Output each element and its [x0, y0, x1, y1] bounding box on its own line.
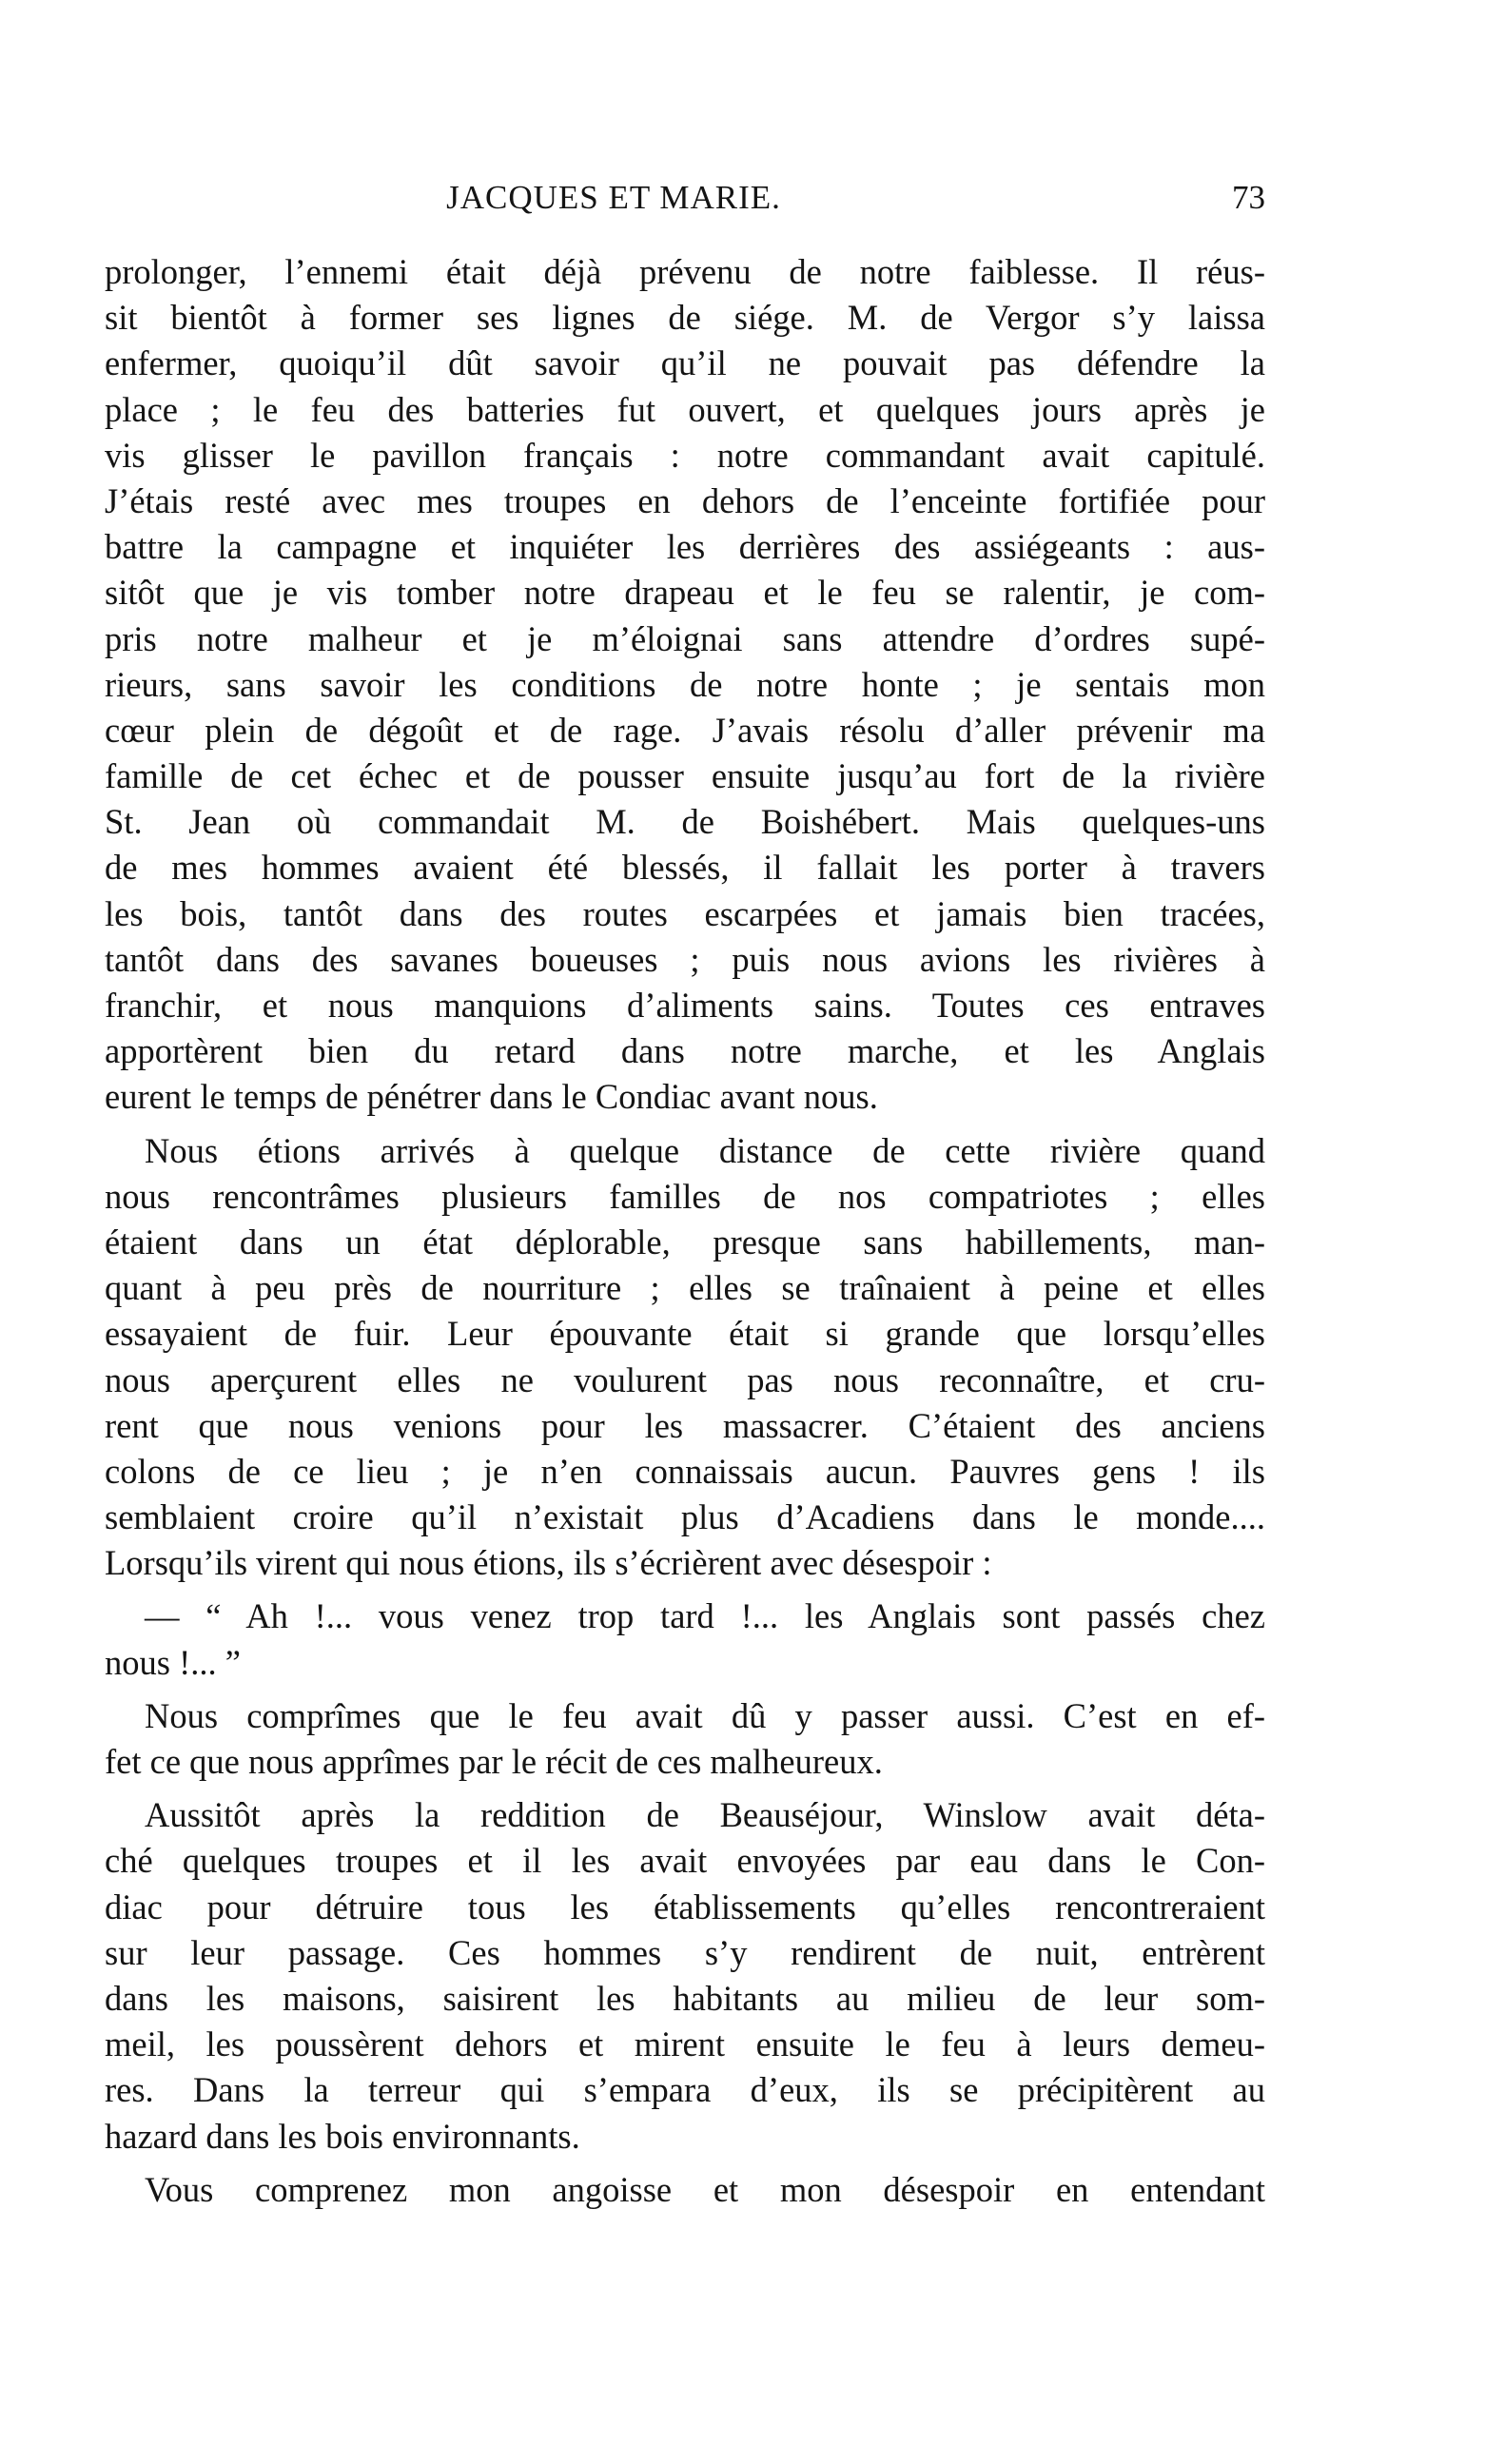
text-line: quant à peu près de nourriture ; elles se traînaient à peine et elles: [105, 1268, 1265, 1308]
page-header: [105, 169, 1265, 226]
text-line: apportèrent bien du retard dans notre marche, et les Anglais: [105, 1031, 1265, 1071]
text-line: franchir, et nous manquions d’aliments sains. Toutes ces entraves: [105, 986, 1265, 1025]
text-line: sitôt que je vis tomber notre drapeau et le feu se ralentir, je com-: [105, 573, 1265, 613]
text-line: sur leur passage. Ces hommes s’y rendirent de nuit, entrèrent: [105, 1932, 1265, 1972]
text-line: enfermer, quoiqu’il dût savoir qu’il ne pouvait pas défendre la: [105, 343, 1265, 383]
text-line: J’étais resté avec mes troupes en dehors de l’enceinte fortifiée pour: [105, 480, 1265, 520]
text-line: rent que nous venions pour les massacrer. C’étaient des anciens: [105, 1405, 1265, 1445]
text-line: battre la campagne et inquiéter les derrières des assiégeants : aus-: [105, 527, 1265, 567]
paragraph-gap: [105, 2160, 1265, 2167]
text-line: de mes hommes avaient été blessés, il fallait les porter à travers: [105, 848, 1265, 888]
text-line: Nous comprîmes que le feu avait dû y passer aussi. C’est en ef-: [145, 1695, 1265, 1735]
paragraph-gap: [105, 1121, 1265, 1128]
text-line: les bois, tantôt dans des routes escarpées et jamais bien tracées,: [105, 893, 1265, 933]
paragraph-gap: [105, 1686, 1265, 1693]
text-line: ché quelques troupes et il les avait envoyées par eau dans le Con-: [105, 1841, 1265, 1881]
paragraph: [105, 1693, 1265, 1785]
text-line: eurent le temps de pénétrer dans le Condiac avant nous.: [105, 1077, 878, 1117]
paragraph: [105, 1128, 1265, 1587]
text-line: Lorsqu’ils virent qui nous étions, ils s’écrièrent avec désespoir :: [105, 1543, 992, 1583]
paragraph-gap: [105, 1785, 1265, 1792]
text-line: essayaient de fuir. Leur épouvante était si grande que lorsqu’elles: [105, 1314, 1265, 1354]
paragraph: [105, 2167, 1265, 2213]
text-line: fet ce que nous apprîmes par le récit de ces malheureux.: [105, 1742, 883, 1781]
text-line: tantôt dans des savanes boueuses ; puis nous avions les rivières à: [105, 939, 1265, 979]
text-line: Nous étions arrivés à quelque distance de cette rivière quand: [145, 1130, 1265, 1170]
text-line: nous aperçurent elles ne voulurent pas nous reconnaître, et cru-: [105, 1359, 1265, 1399]
text-line: res. Dans la terreur qui s’empara d’eux, ils se précipitèrent au: [105, 2070, 1265, 2110]
text-line: rieurs, sans savoir les conditions de notre honte ; je sentais mon: [105, 664, 1265, 704]
text-line: nous !... ”: [105, 1642, 241, 1682]
text-line: semblaient croire qu’il n’existait plus d’Acadiens dans le monde....: [105, 1497, 1265, 1537]
text-line: St. Jean où commandait M. de Boishébert. Mais quelques-uns: [105, 802, 1265, 842]
text-line: Aussitôt après la reddition de Beauséjour, Winslow avait déta-: [145, 1795, 1265, 1835]
text-line: nous rencontrâmes plusieurs familles de nos compatriotes ; elles: [105, 1176, 1265, 1216]
paragraph-gap: [105, 1586, 1265, 1594]
text-line: vis glisser le pavillon français : notre commandant avait capitulé.: [105, 435, 1265, 475]
text-line: — “ Ah !... vous venez trop tard !... les Anglais sont passés chez: [145, 1596, 1265, 1636]
text-line: hazard dans les bois environnants.: [105, 2116, 580, 2156]
text-line: dans les maisons, saisirent les habitants au milieu de leur som-: [105, 1978, 1265, 2018]
text-line: pris notre malheur et je m’éloignai sans attendre d’ordres supé-: [105, 618, 1265, 658]
paragraph: [105, 1594, 1265, 1685]
running-title: JACQUES ET MARIE.: [446, 179, 781, 216]
text-line: sit bientôt à former ses lignes de siége. M. de Vergor s’y laissa: [105, 298, 1265, 338]
text-line: colons de ce lieu ; je n’en connaissais aucun. Pauvres gens ! ils: [105, 1451, 1265, 1491]
page-number: 73: [1232, 179, 1265, 216]
text-line: Vous comprenez mon angoisse et mon désespoir en entendant: [145, 2169, 1265, 2209]
body-text: [105, 249, 1265, 2213]
text-line: famille de cet échec et de pousser ensuite jusqu’au fort de la rivière: [105, 756, 1265, 796]
text-line: place ; le feu des batteries fut ouvert, et quelques jours après je: [105, 389, 1265, 429]
text-line: diac pour détruire tous les établissements qu’elles rencontreraient: [105, 1887, 1265, 1926]
paragraph: [105, 249, 1265, 1121]
text-line: meil, les poussèrent dehors et mirent ensuite le feu à leurs demeu-: [105, 2024, 1265, 2064]
text-line: étaient dans un état déplorable, presque sans habillements, man-: [105, 1222, 1265, 1261]
paragraph: [105, 1792, 1265, 2160]
text-line: cœur plein de dégoût et de rage. J’avais résolu d’aller prévenir ma: [105, 710, 1265, 750]
text-line: prolonger, l’ennemi était déjà prévenu de notre faiblesse. Il réus-: [105, 252, 1265, 291]
